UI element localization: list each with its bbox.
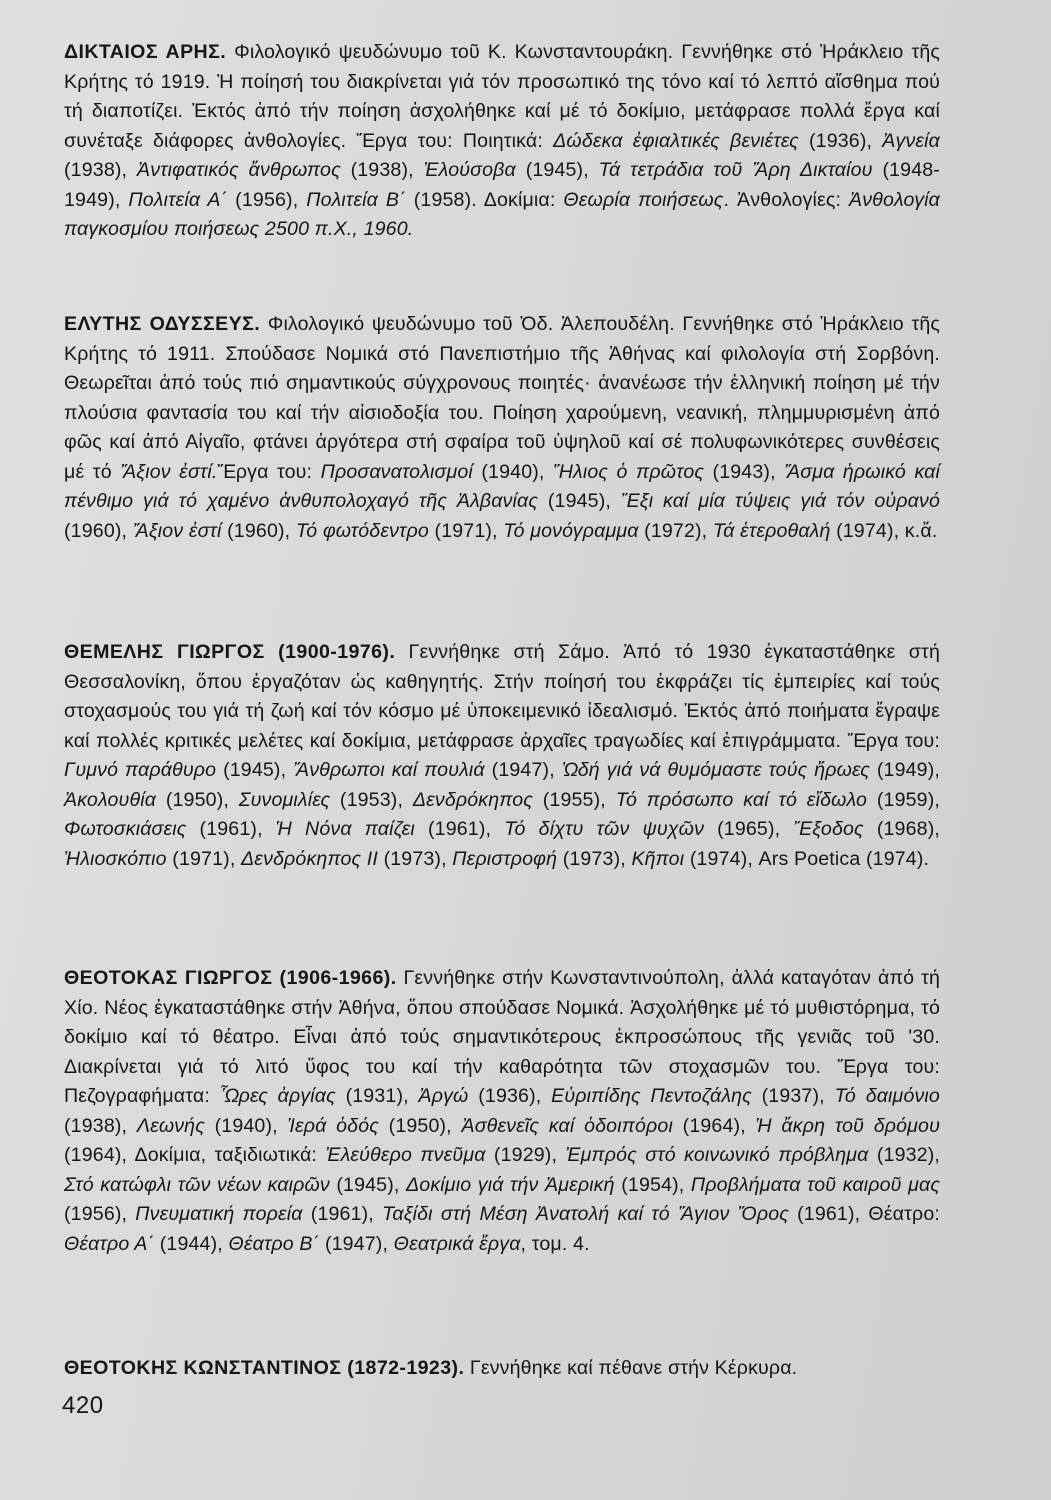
work-title: Προβλήματα τοῦ καιροῦ μας bbox=[690, 1173, 941, 1196]
entry-text: (1956), bbox=[227, 188, 307, 211]
work-title: Ἄσμα ἡρωικό καί πένθιμο γιά τό χαμένο ἀνθυπολοχαγό τῆς Ἀλβανίας bbox=[64, 460, 940, 512]
entry-text: (1938), bbox=[340, 159, 424, 181]
work-title: Θέατρο Α΄ bbox=[64, 1232, 155, 1255]
work-title: Ἡ Νόνα παίζει bbox=[275, 818, 415, 840]
work-title: Ἄξιον ἐστί bbox=[132, 519, 222, 542]
entry-text: (1947), bbox=[319, 1232, 394, 1255]
work-title: Τά τετράδια τοῦ Ἄρη Δικταίου bbox=[598, 159, 873, 181]
entry-text: (1973), bbox=[377, 847, 453, 870]
work-title: Τό δαιμόνιο bbox=[834, 1085, 940, 1107]
work-title: Ἔξοδος bbox=[793, 818, 864, 840]
work-title: Δενδρόκηπος ΙΙ bbox=[241, 847, 378, 870]
entry-text: (1956), bbox=[64, 1203, 136, 1225]
entry-text: (1950), bbox=[378, 1114, 462, 1137]
entry-text: (1945), bbox=[515, 159, 599, 181]
work-title: Ἄνθρωποι καί πουλιά bbox=[293, 759, 485, 781]
entry-name: ΘΕΜΕΛΗΣ ΓΙΩΡΓΟΣ (1900-1976). bbox=[64, 641, 396, 663]
entry-text: (1929), bbox=[485, 1144, 566, 1166]
entry-text: Φιλολογικό ψευδώνυμο τοῦ Κ. Κωνσταντουράκη. Γεννήθηκε στό Ἡράκλειο τῆς Κρήτης τό 1919. Ἡ ποίησή του διακρίνεται γιά τόν προσωπικό της τόνο καί τό λεπτό αἴσθημα πού τή διαποτίζει. Ἐκτός ἀπό τήν ποίηση ἀσχολήθηκε καί μέ τό δοκίμιο, μετάφρασε πολλά ἔργα καί συνέταξε διάφορες ἀνθολογίες. Ἔργα του: Ποιητικά: bbox=[64, 41, 941, 152]
entry-text: (1965), bbox=[704, 818, 794, 840]
work-title: Ὠδή γιά νά θυμόμαστε τούς ἥρωες bbox=[561, 759, 870, 781]
entry-text: (1936), bbox=[468, 1085, 552, 1107]
entry-text: (1961), bbox=[302, 1203, 383, 1225]
entry-theotokis-konstantinos bbox=[64, 1354, 940, 1384]
entry-text: (1974), Ars Poetica (1974). bbox=[684, 847, 930, 870]
entry-diktaios-aris bbox=[64, 38, 940, 245]
work-title: Εὐριπίδης Πεντοζάλης bbox=[551, 1085, 752, 1107]
work-title: Τό δίχτυ τῶν ψυχῶν bbox=[504, 818, 705, 840]
work-title: Τό φωτόδεντρο bbox=[295, 519, 429, 542]
entry-text: (1938), bbox=[64, 1114, 137, 1137]
entry-text: (1931), bbox=[335, 1085, 419, 1107]
entry-text: (1945), bbox=[329, 1173, 407, 1196]
entry-elytis-odysseas bbox=[64, 310, 940, 546]
entry-text: (1948-1949), bbox=[64, 159, 940, 211]
work-title: Ἀντιφατικός ἄνθρωπος bbox=[136, 159, 341, 181]
entry-text: (1971), bbox=[428, 519, 504, 542]
entry-text: (1953), bbox=[330, 788, 413, 811]
work-title: Πολιτεία Α΄ bbox=[128, 188, 228, 211]
work-title: Θεατρικά ἔργα bbox=[393, 1232, 521, 1255]
entry-text: (1945), bbox=[538, 490, 621, 512]
work-title: Ἥλιος ὁ πρῶτος bbox=[553, 460, 705, 483]
work-title: Στό κατώφλι τῶν νέων καιρῶν bbox=[64, 1173, 330, 1196]
work-title: Λεωνής bbox=[136, 1114, 205, 1137]
entry-name: ΕΛΥΤΗΣ ΟΔΥΣΣΕΥΣ. bbox=[64, 313, 261, 335]
entry-name: ΘΕΟΤΟΚΑΣ ΓΙΩΡΓΟΣ (1906-1966). bbox=[64, 967, 397, 989]
work-title: Ἐλεύθερο πνεῦμα bbox=[325, 1144, 486, 1166]
entry-text: (1944), bbox=[154, 1232, 229, 1255]
work-title: Ἔξι καί μία τύψεις γιά τόν οὐρανό bbox=[620, 490, 941, 512]
entry-text: Γεννήθηκε στή Σάμο. Ἀπό τό 1930 ἐγκαταστάθηκε στή Θεσσαλονίκη, ὅπου ἐργαζόταν ὡς καθηγητής. Στήν ποίησή του ἐκφράζει τίς ἐμπειρίες καί τούς στοχασμούς του γιά τή ζωή καί τόν κόσμο μέ ὑποκειμενικό ἰδεαλισμό. Ἐκτός ἀπό ποιήματα ἔγραψε καί πολλές κριτικές μελέτες καί δοκίμια, μετάφρασε ἀρχαῖες τραγωδίες καί ἐπιγράμματα. Ἔργα του: bbox=[64, 641, 940, 752]
entry-text: . Ἀνθολογίες: bbox=[723, 188, 850, 211]
work-title: Ὧρες ἀργίας bbox=[219, 1085, 336, 1107]
entry-text: (1964), bbox=[672, 1114, 756, 1137]
entry-name: ΔΙΚΤΑΙΟΣ ΑΡΗΣ. bbox=[64, 41, 227, 63]
entry-text: , τομ. 4. bbox=[520, 1232, 590, 1255]
work-title: Πολιτεία Β΄ bbox=[306, 188, 406, 211]
entry-text: (1940), bbox=[472, 460, 553, 483]
work-title: Ἀνθολογία παγκοσμίου ποιήσεως 2500 π.Χ., 1960. bbox=[64, 188, 940, 240]
entry-themelis-giorgos bbox=[64, 638, 940, 874]
entry-text: (1936), bbox=[798, 129, 883, 152]
entry-text: Γεννήθηκε καί πέθανε στήν Κέρκυρα. bbox=[464, 1357, 798, 1379]
entry-text: Φιλολογικό ψευδώνυμο τοῦ Ὀδ. Ἀλεπουδέλη. Γεννήθηκε στό Ἡράκλειο τῆς Κρήτης τό 1911. Σπούδασε Νομικά στό Πανεπιστήμιο τῆς Ἀθήνας καί φιλολογία στή Σορβόνη. Θεωρεῖται ἀπό τούς πιό σημαντικούς σύγχρονους ποιητές· ἀνανέωσε τήν ἑλληνική ποίηση μέ τήν πλούσια φαντασία του καί τήν αἰσιοδοξία του. Ποίηση χαρούμενη, νεανική, πλημμυρισμένη ἀπό φῶς καί ἀπό Αἰγαῖο, φτάνει ἀργότερα στή σφαίρα τοῦ ὑψηλοῦ καί σέ πολυφωνικότερες συνθέσεις μέ τό bbox=[64, 313, 941, 483]
page-number: 420 bbox=[62, 1392, 104, 1419]
entry-text: (1959), bbox=[867, 788, 940, 811]
entry-text: (1938), bbox=[64, 159, 137, 181]
work-title: Δοκίμιο γιά τήν Ἀμερική bbox=[406, 1173, 615, 1196]
work-title: Ἀκολουθία bbox=[64, 788, 157, 811]
entry-text: (1955), bbox=[532, 788, 616, 811]
work-title: Ἱερά ὁδός bbox=[287, 1114, 379, 1137]
entry-text: (1961), bbox=[414, 818, 505, 840]
work-title: Ταξίδι στή Μέση Ἀνατολή καί τό Ἅγιον Ὄρος bbox=[382, 1203, 789, 1225]
work-title: Συνομιλίες bbox=[238, 788, 331, 811]
entry-text: (1960), bbox=[221, 519, 296, 542]
entry-text: (1937), bbox=[751, 1085, 835, 1107]
work-title: Τό πρόσωπο καί τό εἴδωλο bbox=[615, 788, 868, 811]
entry-text: (1973), bbox=[557, 847, 632, 870]
work-title: Ἡλιοσκόπιο bbox=[64, 847, 167, 870]
work-title: Ἡ ἄκρη τοῦ δρόμου bbox=[755, 1114, 941, 1137]
work-title: Τό μονόγραμμα bbox=[503, 519, 639, 542]
work-title: Ἐλούσοβα bbox=[423, 159, 516, 181]
work-title: Γυμνό παράθυρο bbox=[64, 759, 217, 781]
entry-text: Γεννήθηκε στήν Κωνσταντινούπολη, ἀλλά καταγόταν ἀπό τή Χίο. Νέος ἐγκαταστάθηκε στήν Ἀθήνα, ὅπου σπούδασε Νομικά. Ἀσχολήθηκε μέ τό μυθιστόρημα, τό δοκίμιο καί τό θέατρο. Εἶναι ἀπό τούς σημαντικότερους ἐκπροσώπους τῆς γενιᾶς τοῦ '30. Διακρίνεται γιά τό λιτό ὕφος του καί τήν καθαρότητα τῶν στοχασμῶν του. Ἔργα του: Πεζογραφήματα: bbox=[64, 967, 941, 1107]
entry-text: (1950), bbox=[156, 788, 239, 811]
work-title: Πνευματική πορεία bbox=[135, 1203, 303, 1225]
work-title: Ἀγνεία bbox=[882, 129, 940, 152]
work-title: Κῆποι bbox=[631, 847, 685, 870]
entry-text: (1972), bbox=[638, 519, 713, 542]
work-title: Ἀσθενεῖς καί ὁδοιπόροι bbox=[461, 1114, 673, 1137]
entry-text: (1932), bbox=[868, 1144, 941, 1166]
entry-text: (1968), bbox=[863, 818, 940, 840]
work-title: Ἀργώ bbox=[418, 1085, 469, 1107]
entry-theotokas-giorgos bbox=[64, 964, 940, 1259]
entry-text: (1947), bbox=[484, 759, 562, 781]
entry-text: (1943), bbox=[704, 460, 785, 483]
work-title: Δώδεκα ἐφιαλτικές βενιέτες bbox=[553, 129, 799, 152]
work-title: Ἄξιον ἐστί. bbox=[120, 460, 218, 483]
work-title: Θεωρία ποιήσεως bbox=[563, 188, 724, 211]
work-title: Προσανατολισμοί bbox=[320, 460, 473, 483]
entry-name: ΘΕΟΤΟΚΗΣ ΚΩΝΣΤΑΝΤΙΝΟΣ (1872-1923). bbox=[64, 1357, 465, 1379]
entry-text: (1949), bbox=[869, 759, 940, 781]
entry-text: (1974), κ.ἄ. bbox=[830, 519, 938, 542]
entry-text: Ἔργα του: bbox=[217, 460, 321, 483]
entry-text: (1961), Θέατρο: bbox=[788, 1203, 940, 1225]
entry-text: (1940), bbox=[204, 1114, 288, 1137]
work-title: Περιστροφή bbox=[452, 847, 558, 870]
work-title: Θέατρο Β΄ bbox=[228, 1232, 320, 1255]
entry-text: (1960), bbox=[64, 519, 133, 542]
entry-text: (1945), bbox=[216, 759, 294, 781]
entry-text: (1954), bbox=[614, 1173, 691, 1196]
entry-text: (1958). Δοκίμια: bbox=[405, 188, 564, 211]
entry-text: (1971), bbox=[166, 847, 242, 870]
entry-text: (1964), Δοκίμια, ταξιδιωτικά: bbox=[64, 1144, 326, 1166]
work-title: Δενδρόκηπος bbox=[412, 788, 533, 811]
work-title: Τά ἑτεροθαλή bbox=[712, 519, 831, 542]
work-title: Φωτοσκιάσεις bbox=[64, 818, 187, 840]
entry-text: (1961), bbox=[186, 818, 276, 840]
work-title: Ἐμπρός στό κοινωνικό πρόβλημα bbox=[565, 1144, 869, 1166]
